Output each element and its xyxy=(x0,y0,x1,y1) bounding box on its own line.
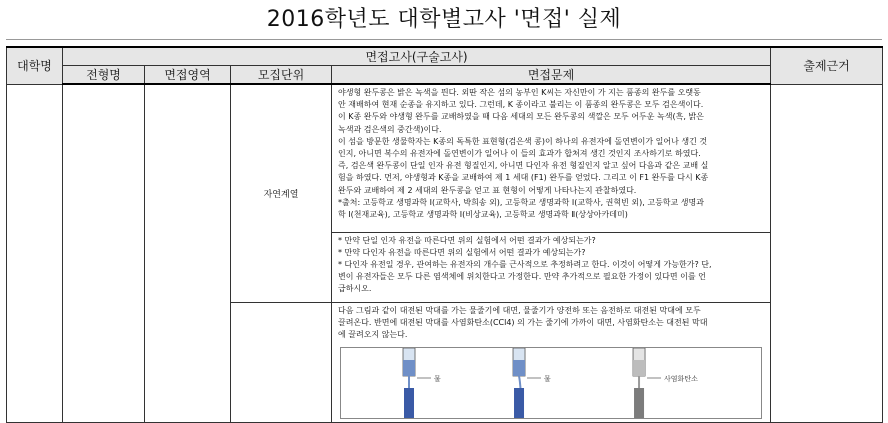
burette-water-1 xyxy=(403,348,415,418)
charged-rod-diagram xyxy=(340,347,762,419)
q1-line: 야생형 완두콩은 밝은 녹색을 띈다. 외딴 작은 섬의 농부인 K씨는 자신만이 가 지는 품종의 완두를 오랫동 xyxy=(338,88,701,97)
label-water-2: 물 xyxy=(544,375,551,384)
recruit-unit-label: 자연계열 xyxy=(263,189,299,200)
cell-recruit-unit xyxy=(231,84,332,302)
q2-line: 변이 유전자들은 모두 다른 염색체에 위치한다고 가정한다. 만약 추가적으로 필요한 가정이 있다면 이를 언 xyxy=(338,272,706,282)
q1-line: 안 재배하여 현재 순종을 유지하고 있다. 그런데, K 종이라고 불리는 이 품종의 완두콩은 모두 검은색이다. xyxy=(338,100,704,110)
header-interview-area: 면접영역 xyxy=(145,66,231,85)
header-questions: 면접문제 xyxy=(332,66,771,85)
q1-line: 험을 하였다. 먼저, 야생형과 K종을 교배하여 제 1 세대 (F1) 완두를 얻었다. 그리고 이 F1 완두를 다시 K종 xyxy=(338,173,709,183)
cell-recruit-unit-2 xyxy=(231,302,332,422)
q1-line: 즉, 검은색 완두콩이 단일 인자 유전 형질인지, 아니면 다인자 유전 형질인지 알고 싶어 다음과 같은 교배 실 xyxy=(338,161,709,171)
question-block-3 xyxy=(332,302,771,422)
q1-line: 녹색과 검은색의 중간색)이다. xyxy=(338,124,442,134)
burette-water-2 xyxy=(513,348,525,418)
q1-line: 인지, 아니면 복수의 유전자에 돌연변이가 일어나 이 들의 효과가 합쳐져 생긴 것인지 조사하기로 하였다. xyxy=(338,149,701,159)
cell-interview-area xyxy=(145,84,231,422)
header-interview-group: 면접고사(구술고사) xyxy=(63,47,771,66)
q1-line: 이 섬을 방문한 생물학자는 K종의 독특한 표현형(검은색 콩)이 하나의 유전자에 돌연변이가 일어나 생긴 것 xyxy=(338,136,708,146)
q2-line: * 만약 다인자 유전을 따른다면 위의 실험에서 어떤 결과가 예상되는가? xyxy=(338,247,586,257)
q1-source-line: *출처: 고등학교 생명과학 Ⅰ(교학사, 박희송 외), 고등학교 생명과학 Ⅰ(교학사, 권혁빈 외), 고등학교 생명과 xyxy=(338,197,704,207)
q3-line: 에 끌려오지 않는다. xyxy=(338,329,408,339)
question-block-2 xyxy=(332,232,771,302)
q1-line: 이 K종 완두와 야생형 완두를 교배하였을 때 다음 세대의 모든 완두콩의 색깔은 모두 어두운 녹색(흑, 밝은 xyxy=(338,112,704,122)
header-university: 대학명 xyxy=(7,47,63,84)
cell-university xyxy=(7,84,63,422)
q1-line: 완두와 교배하여 제 2 세대의 완두콩을 얻고 표 현형이 어떻게 나타나는지 관찰하였다. xyxy=(338,185,637,195)
title-divider xyxy=(6,39,882,40)
q2-line: * 다인자 유전일 경우, 관여하는 유전자의 개수를 근사적으로 추정하려고 한다. 이것이 어떻게 가능한가? 단, xyxy=(338,259,712,269)
q2-line: 급하시오. xyxy=(338,284,372,294)
header-basis: 출제근거 xyxy=(771,47,883,84)
page-title: 2016학년도 대학별고사 '면접' 실제 xyxy=(266,7,622,32)
interview-table xyxy=(6,46,883,423)
q3-line: 끌려온다. 반면에 대전된 막대를 사염화탄소(CCl4) 의 가는 줄기에 가까이 대면, 사염화탄소는 대전된 막대 xyxy=(338,317,708,327)
q1-source-line: 학 Ⅰ(천재교육), 고등학교 생명과학 Ⅰ(비상교육), 고등학교 생명과학 Ⅱ(상상아카데미) xyxy=(338,210,628,220)
q3-line: 다음 그림과 같이 대전된 막대를 가는 물줄기에 대면, 물줄기가 양전하 또는 음전하로 대전된 막대에 모두 xyxy=(338,305,701,315)
question-block-1 xyxy=(332,84,771,232)
diagram-svg xyxy=(341,348,761,418)
header-admission-type: 전형명 xyxy=(63,66,145,85)
label-ccl4: 사염화탄소 xyxy=(664,375,698,384)
cell-admission-type xyxy=(63,84,145,422)
cell-basis xyxy=(771,84,883,422)
header-recruit-unit: 모집단위 xyxy=(231,66,332,85)
burette-ccl4 xyxy=(633,348,645,418)
label-water-1: 물 xyxy=(434,375,441,384)
q2-line: * 만약 단일 인자 유전을 따른다면 위의 실험에서 어떤 결과가 예상되는가? xyxy=(338,235,596,245)
